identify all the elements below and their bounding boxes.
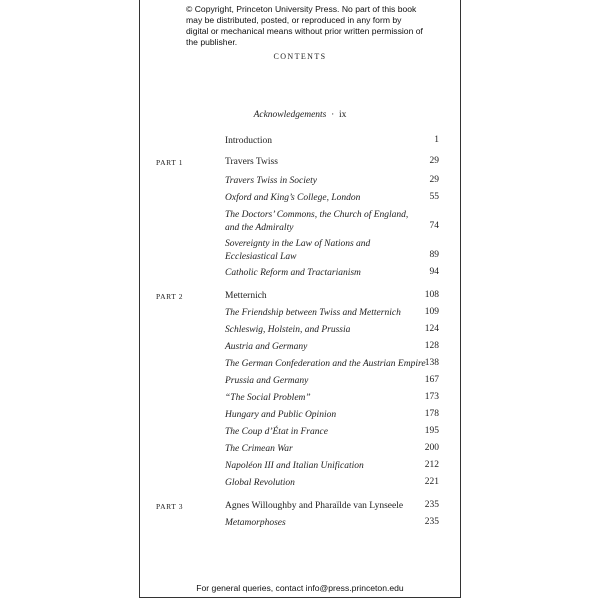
copyright-notice: © Copyright, Princeton University Press. No part of this book may be distributed, posted, or reproduced in any form by digital or mechanical means without prior written permission of the publisher. xyxy=(186,4,423,47)
toc-chapter: Sovereignty in the Law of Nations and Ecclesiastical Law xyxy=(225,239,371,262)
toc-part-title: Travers Twiss xyxy=(225,157,278,167)
toc-chapter: Schleswig, Holstein, and Prussia xyxy=(225,325,351,335)
toc-chapter: Travers Twiss in Society xyxy=(225,176,317,186)
part-label: PART 3 xyxy=(156,502,184,511)
toc-page-number: 124 xyxy=(424,324,439,334)
toc-page-number: 108 xyxy=(424,290,439,300)
toc-chapter: Metamorphoses xyxy=(225,518,286,528)
toc-page-number: 128 xyxy=(424,341,439,351)
toc-page-number: 235 xyxy=(424,500,439,510)
toc-page-number: 173 xyxy=(424,392,439,402)
part-label: PART 1 xyxy=(156,158,184,167)
toc-chapter: Napoléon III and Italian Unification xyxy=(225,461,364,471)
toc-chapter: Oxford and King’s College, London xyxy=(225,193,361,203)
toc-chapter: Hungary and Public Opinion xyxy=(225,410,337,420)
part-label: PART 2 xyxy=(156,292,184,301)
toc-page-number: 74 xyxy=(429,221,439,231)
toc-chapter: The Doctors’ Commons, the Church of England, and the Admiralty xyxy=(225,210,409,233)
toc-chapter: Catholic Reform and Tractarianism xyxy=(225,268,361,278)
toc-chapter: The Friendship between Twiss and Metternich xyxy=(225,308,401,318)
footer-contact: For general queries, contact info@press.princeton.edu xyxy=(196,583,404,593)
toc-page-number: 200 xyxy=(424,443,439,453)
toc-chapter: The German Confederation and the Austrian Empire xyxy=(225,359,426,369)
toc-page-number: 178 xyxy=(424,409,439,419)
acknowledgements-line xyxy=(0,110,600,120)
toc-chapter: The Coup d’État in France xyxy=(225,427,328,437)
acknowledgements-page: ix xyxy=(339,110,347,120)
contents-heading: CONTENTS xyxy=(273,52,327,61)
toc-page-introduction: 1 xyxy=(434,135,439,145)
toc-chapter: Global Revolution xyxy=(225,478,295,488)
toc-page-number: 94 xyxy=(429,267,439,277)
acknowledgements-label: Acknowledgements xyxy=(253,110,327,120)
toc-part-title: Metternich xyxy=(225,291,267,301)
toc-page-number: 221 xyxy=(424,477,439,487)
toc-entry-introduction: Introduction xyxy=(225,136,272,146)
toc-page-number: 138 xyxy=(424,358,439,368)
toc-chapter: “The Social Problem” xyxy=(225,393,311,403)
toc-page-number: 29 xyxy=(429,156,439,166)
toc-chapter: Austria and Germany xyxy=(225,342,308,352)
toc-part-title: Agnes Willoughby and Pharaïlde van Lynseele xyxy=(225,501,404,511)
toc-page-number: 109 xyxy=(424,307,439,317)
toc-page-number: 29 xyxy=(429,175,439,185)
toc-page-number: 235 xyxy=(424,517,439,527)
toc-page-number: 195 xyxy=(424,426,439,436)
toc-chapter: The Crimean War xyxy=(225,444,293,454)
toc-page-number: 55 xyxy=(429,192,439,202)
toc-page-number: 167 xyxy=(424,375,439,385)
acknowledgements-separator: · xyxy=(331,110,335,120)
toc-page-number: 212 xyxy=(424,460,439,470)
toc-page-number: 89 xyxy=(429,250,439,260)
toc-chapter: Prussia and Germany xyxy=(225,376,309,386)
